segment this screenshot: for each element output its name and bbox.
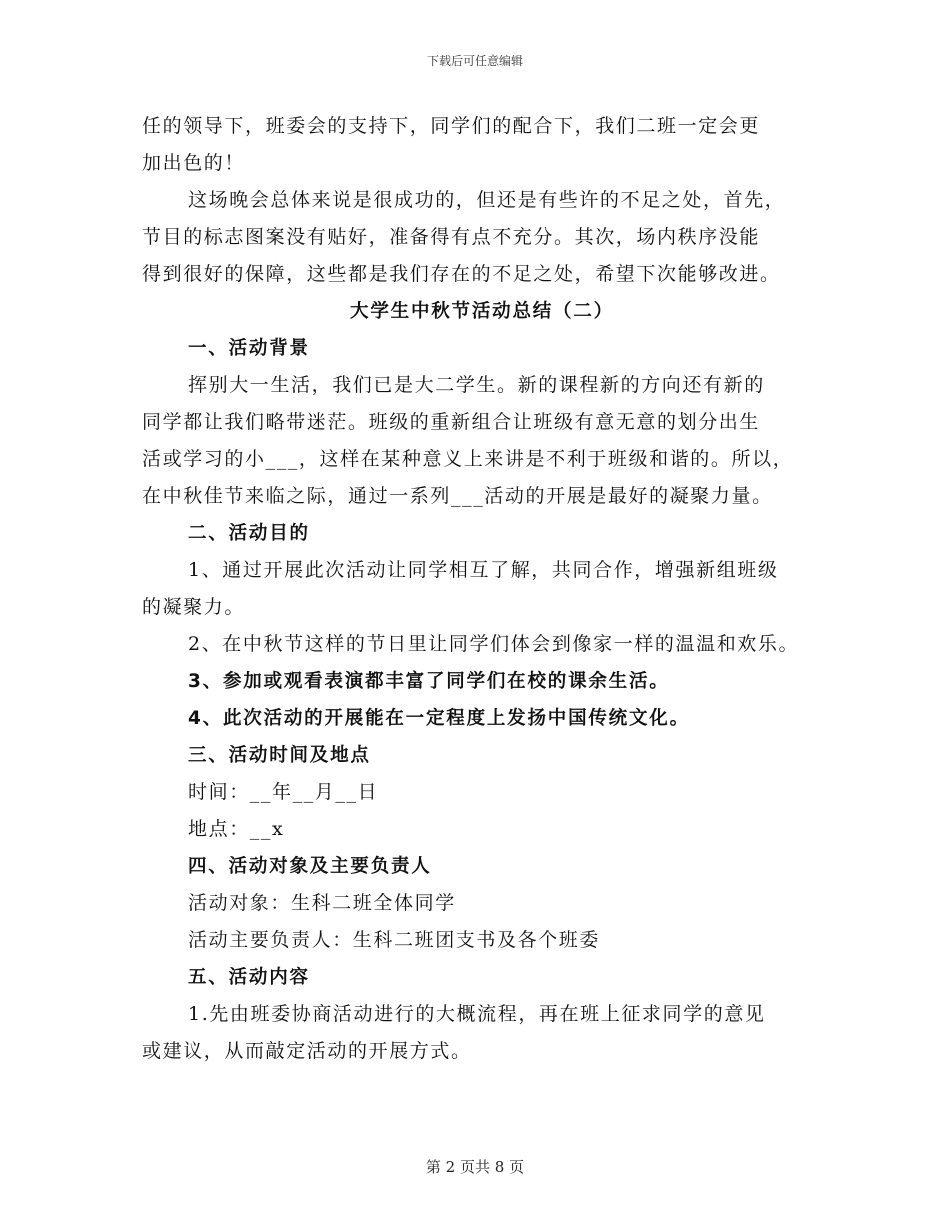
paragraph-line: 节目的标志图案没有贴好，准备得有点不充分。其次，场内秩序没能 [142,226,761,248]
list-item: 1.先由班委协商活动进行的大概流程，再在班上征求同学的意见 [188,1003,766,1025]
paragraph-line: 这场晚会总体来说是很成功的，但还是有些许的不足之处，首先， [188,189,786,211]
paragraph-line: 得到很好的保障，这些都是我们存在的不足之处，希望下次能够改进。 [142,263,781,285]
section-heading-background: 一、活动背景 [188,338,310,359]
paragraph-line: 同学都让我们略带迷茫。班级的重新组合让班级有意无意的划分出生 [142,411,761,433]
participants-line: 活动对象：生科二班全体同学 [188,892,456,914]
list-item: 3、参加或观看表演都丰富了同学们在校的课余生活。 [188,671,670,692]
section-title: 大学生中秋节活动总结（二） [350,301,614,322]
place-line: 地点：__x [188,818,285,840]
document-body [142,108,822,1070]
page-footer: 第 2 页共 8 页 [425,1158,525,1176]
time-line: 时间：__年__月__日 [188,781,379,803]
paragraph-line: 活或学习的小___，这样在某种意义上来讲是不利于班级和谐的。所以， [142,448,794,470]
section-heading-time-place: 三、活动时间及地点 [188,745,371,766]
list-item: 4、此次活动的开展能在一定程度上发扬中国传统文化。 [188,708,690,729]
paragraph-line: 在中秋佳节来临之际，通过一系列___活动的开展是最好的凝聚力量。 [142,485,773,507]
page-header: 下载后可任意编辑 [426,54,523,68]
section-heading-content: 五、活动内容 [188,967,310,988]
paragraph-line: 的凝聚力。 [142,596,246,618]
paragraph-line: 挥别大一生活，我们已是大二学生。新的课程新的方向还有新的 [188,374,765,396]
list-item: 1、通过开展此次活动让同学相互了解，共同合作，增强新组班级 [188,559,779,581]
section-heading-participants: 四、活动对象及主要负责人 [188,856,432,877]
paragraph-line: 加出色的！ [142,152,246,174]
organizer-line: 活动主要负责人：生科二班团支书及各个班委 [188,929,601,951]
paragraph-line: 任的领导下，班委会的支持下，同学们的配合下，我们二班一定会更 [142,115,761,137]
paragraph-line: 或建议，从而敲定活动的开展方式。 [142,1040,472,1062]
list-item: 2、在中秋节这样的节日里让同学们体会到像家一样的温温和欢乐。 [188,633,800,655]
section-heading-purpose: 二、活动目的 [188,523,310,544]
